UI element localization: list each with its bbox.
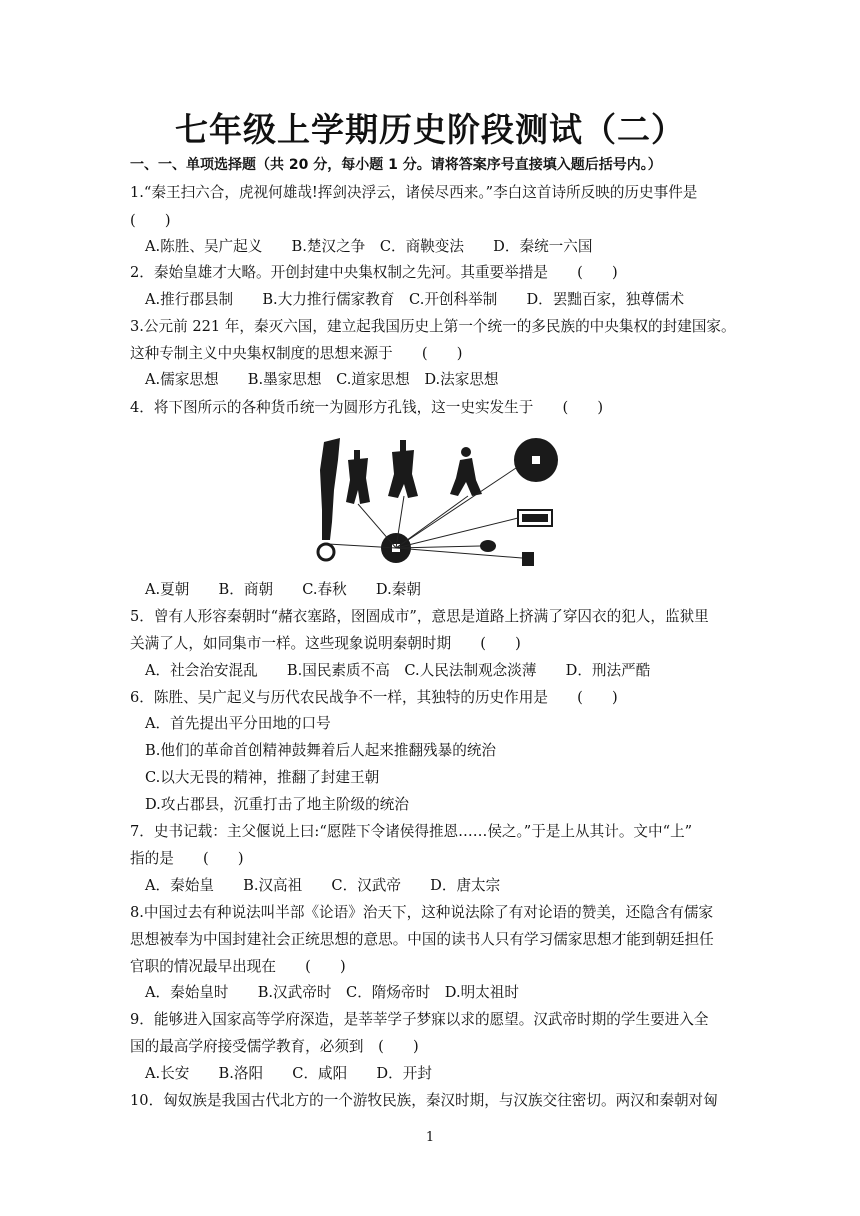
question-line: 4．将下图所示的各种货币统一为圆形方孔钱，这一史实发生于 ( ): [130, 399, 604, 416]
question-line: 8.中国过去有种说法叫半部《论语》治天下，这种说法除了有对论语的赞美，还隐含有儒家: [130, 904, 714, 921]
page-number: 1: [425, 1130, 435, 1145]
question-line: 国的最高学府接受儒学教育，必须到 ( ): [130, 1038, 419, 1055]
option-line: A.推行郡县制 B.大力推行儒家教育 C.开创科举制 D．罢黜百家，独尊儒术: [145, 291, 685, 308]
question-line: 9．能够进入国家高等学府深造，是莘莘学子梦寐以求的愿望。汉武帝时期的学生要进入全: [130, 1011, 709, 1028]
question-line: 关满了人，如同集市一样。这些现象说明秦朝时期 ( ): [130, 635, 521, 652]
option-line: A.陈胜、吴广起义 B.楚汉之争 C．商鞅变法 D．秦统一六国: [145, 238, 593, 255]
option-line: A.长安 B.洛阳 C．咸阳 D．开封: [145, 1065, 432, 1082]
question-line: 这种专制主义中央集权制度的思想来源于 ( ): [130, 345, 463, 362]
page-title: 七年级上学期历史阶段测试（二）: [175, 110, 685, 149]
option-line: D.攻占郡县，沉重打击了地主阶级的统治: [145, 796, 409, 813]
option-line: A.夏朝 B．商朝 C.春秋 D.秦朝: [145, 581, 421, 598]
option-line: B.他们的革命首创精神鼓舞着后人起来推翻残暴的统治: [145, 742, 497, 759]
option-line: A．秦始皇时 B.汉武帝时 C．隋炀帝时 D.明太祖时: [145, 984, 519, 1001]
ancient-coins-figure: [296, 430, 566, 580]
question-line: 7．史书记载：主父偃说上曰:“愿陛下令诸侯得推恩……侯之。”于是上从其计。文中“上”: [130, 823, 693, 840]
question-line: 1.“秦王扫六合，虎视何雄哉!挥剑决浮云，诸侯尽西来。”李白这首诗所反映的历史事件是: [130, 184, 698, 201]
option-line: A．社会治安混乱 B.国民素质不高 C.人民法制观念淡薄 D．刑法严酷: [145, 662, 651, 679]
question-line: 6．陈胜、吴广起义与历代农民战争不一样，其独特的历史作用是 ( ): [130, 689, 618, 706]
question-line: 3.公元前 221 年，秦灭六国，建立起我国历史上第一个统一的多民族的中央集权的封建国家。: [130, 318, 736, 335]
question-line: 指的是 ( ): [130, 850, 244, 867]
option-line: A.儒家思想 B.墨家思想 C.道家思想 D.法家思想: [145, 371, 499, 388]
option-line: A．秦始皇 B.汉高祖 C．汉武帝 D．唐太宗: [145, 877, 501, 894]
section-heading: 一、一、单项选择题（共 20 分，每小题 1 分。请将答案序号直接填入题后括号内。）: [130, 157, 662, 173]
question-line: 10．匈奴族是我国古代北方的一个游牧民族，秦汉时期，与汉族交往密切。两汉和秦朝对匈: [130, 1092, 718, 1109]
question-line: 官职的情况最早出现在 ( ): [130, 958, 346, 975]
question-line: ( ): [130, 212, 171, 229]
option-line: A．首先提出平分田地的口号: [145, 715, 331, 732]
question-line: 思想被奉为中国封建社会正统思想的意思。中国的读书人只有学习儒家思想才能到朝廷担任: [130, 931, 714, 948]
question-line: 5．曾有人形容秦朝时“赭衣塞路，囹圄成市”，意思是道路上挤满了穿囚衣的犯人，监狱里: [130, 608, 709, 625]
option-line: C.以大无畏的精神，推翻了封建王朝: [145, 769, 380, 786]
question-line: 2．秦始皇雄才大略。开创封建中央集权制之先河。其重要举措是 ( ): [130, 264, 618, 281]
